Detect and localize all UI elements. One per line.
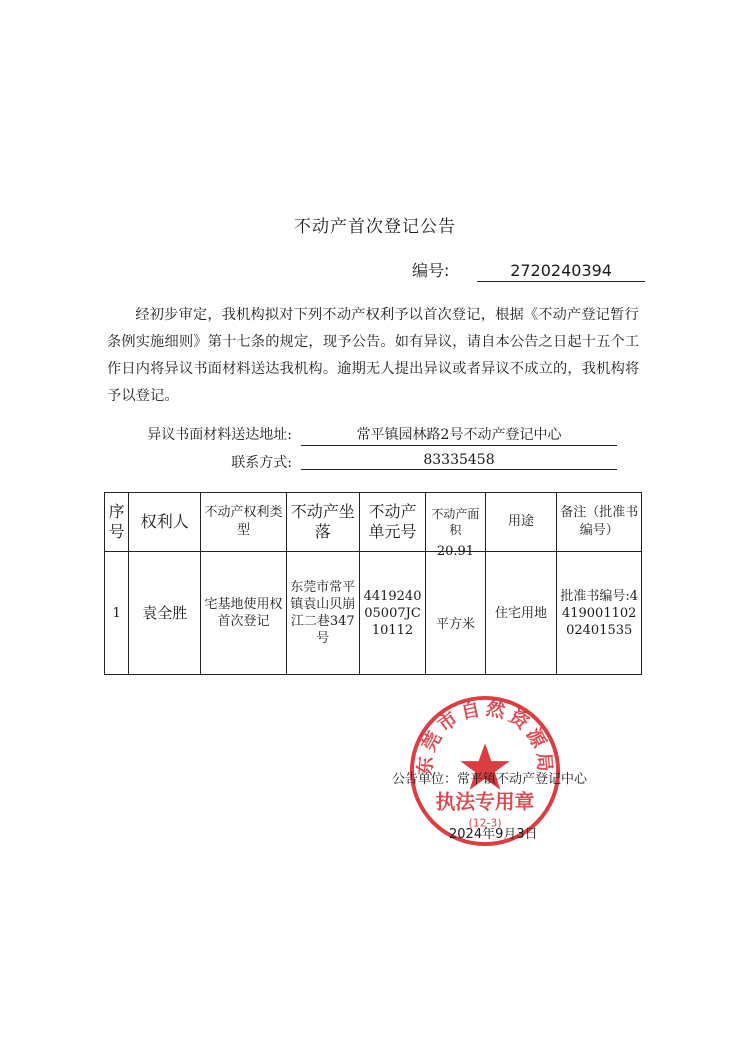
registration-table bbox=[104, 492, 642, 675]
seal-arc-textpath: 东莞市自然资源局 bbox=[414, 697, 556, 777]
seal-code: (12-3) bbox=[468, 816, 502, 830]
cell-unit-no: 441924005007JC10112 bbox=[359, 552, 426, 675]
cell-area-value: 20.91 bbox=[436, 544, 475, 559]
header-holder: 权利人 bbox=[129, 493, 201, 552]
contact-value: 83335458 bbox=[301, 452, 617, 470]
seal-subtext: 执法专用章 bbox=[435, 789, 535, 814]
objection-address-label: 异议书面材料送达地址: bbox=[147, 427, 292, 443]
header-location: 不动产坐落 bbox=[286, 493, 359, 552]
header-right-type: 不动产权利类型 bbox=[201, 493, 287, 552]
header-remark: 备注（批准书编号） bbox=[557, 493, 642, 552]
header-use: 用途 bbox=[485, 493, 557, 552]
notice-number-value: 2720240394 bbox=[477, 261, 645, 282]
cell-index: 1 bbox=[105, 552, 129, 675]
issuer-line: 公告单位：常平镇不动产登记中心 bbox=[392, 772, 588, 787]
header-unit-no: 不动产单元号 bbox=[359, 493, 426, 552]
cell-holder: 袁全胜 bbox=[129, 552, 201, 675]
header-area: 不动产面积 bbox=[426, 493, 485, 552]
notice-number-row bbox=[412, 258, 645, 282]
cell-area bbox=[426, 544, 485, 675]
cell-remark: 批准书编号:441900110202401535 bbox=[557, 552, 642, 675]
cell-area-unit: 平方米 bbox=[435, 617, 475, 632]
table-header-row bbox=[105, 493, 642, 552]
table-row bbox=[105, 552, 642, 675]
cell-right-type: 宅基地使用权首次登记 bbox=[201, 552, 287, 675]
header-index: 序号 bbox=[105, 493, 129, 552]
notice-number-label: 编号: bbox=[412, 261, 450, 280]
contact-label: 联系方式: bbox=[231, 455, 292, 471]
notice-body: 经初步审定，我机构拟对下列不动产权利予以首次登记，根据《不动产登记暂行条例实施细则》第十七条的规定，现予公告。如有异议，请自本公告之日起十五个工作日内将异议书面材料送达我机构。逾期无人提出异议或者异议不成立的，我机构将予以登记。 bbox=[107, 307, 640, 404]
cell-use: 住宅用地 bbox=[485, 552, 557, 675]
objection-address-value: 常平镇园林路2号不动产登记中心 bbox=[301, 424, 617, 446]
page-title: 不动产首次登记公告 bbox=[294, 217, 456, 237]
cell-location: 东莞市常平镇袁山贝崩江二巷347号 bbox=[286, 552, 359, 675]
issue-date: 2024年9月3日 bbox=[449, 827, 538, 842]
